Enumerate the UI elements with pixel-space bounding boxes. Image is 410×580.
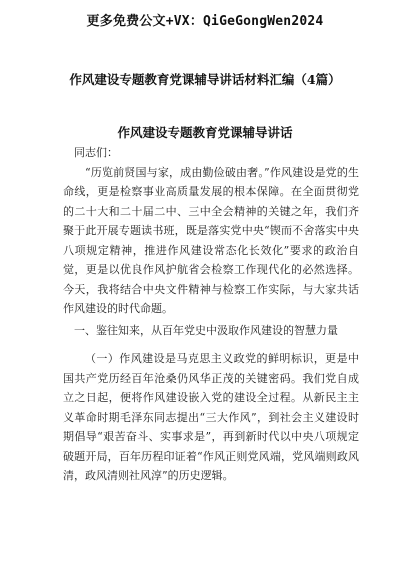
intro-paragraph: “历览前贤国与家，成由勤俭破由奢。”作风建设是党的生命线，更是检察事业高质量发展的根本保障。在全面贯彻党的二十大和二十届二中、三中全会精神的关键之年，我们齐聚于此开展专题读书班，既是落实党中央“锲而不舍落实中央八项规定精神，推进作风建设常态化长效化”要求的政治自觉，更是以优良作风护航省会检察工作现代化的必然选择。今天，我将结合中央文件精神与检察工作实际，与大家共话作风建设的时代命题。 [63, 165, 359, 315]
salutation: 同志们： [74, 146, 118, 159]
section-heading: 一、鉴往知来，从百年党史中汲取作风建设的智慧力量 [74, 323, 338, 337]
subsection-paragraph: （一）作风建设是马克思主义政党的鲜明标识，更是中国共产党历经百年沧桑仍风华正茂的关键密码。我们党自成立之日起，便将作风建设嵌入党的建设全过程。从新民主主义革命时期毛泽东同志提出“三大作风”，到社会主义建设时期倡导“艰苦奋斗、实事求是”，再到新时代以中央八项规定破题开局，百年历程印证着“作风正则党风端，党风端则政风清，政风清则社风淳”的历史逻辑。 [63, 352, 359, 482]
document-title: 作风建设专题教育党课辅导讲话 [117, 125, 293, 140]
promo-banner: 更多免费公文+VX：QiGeGongWen2024 [86, 14, 324, 29]
collection-title: 作风建设专题教育党课辅导讲话材料汇编（4篇） [69, 72, 341, 87]
document-body [63, 143, 359, 486]
